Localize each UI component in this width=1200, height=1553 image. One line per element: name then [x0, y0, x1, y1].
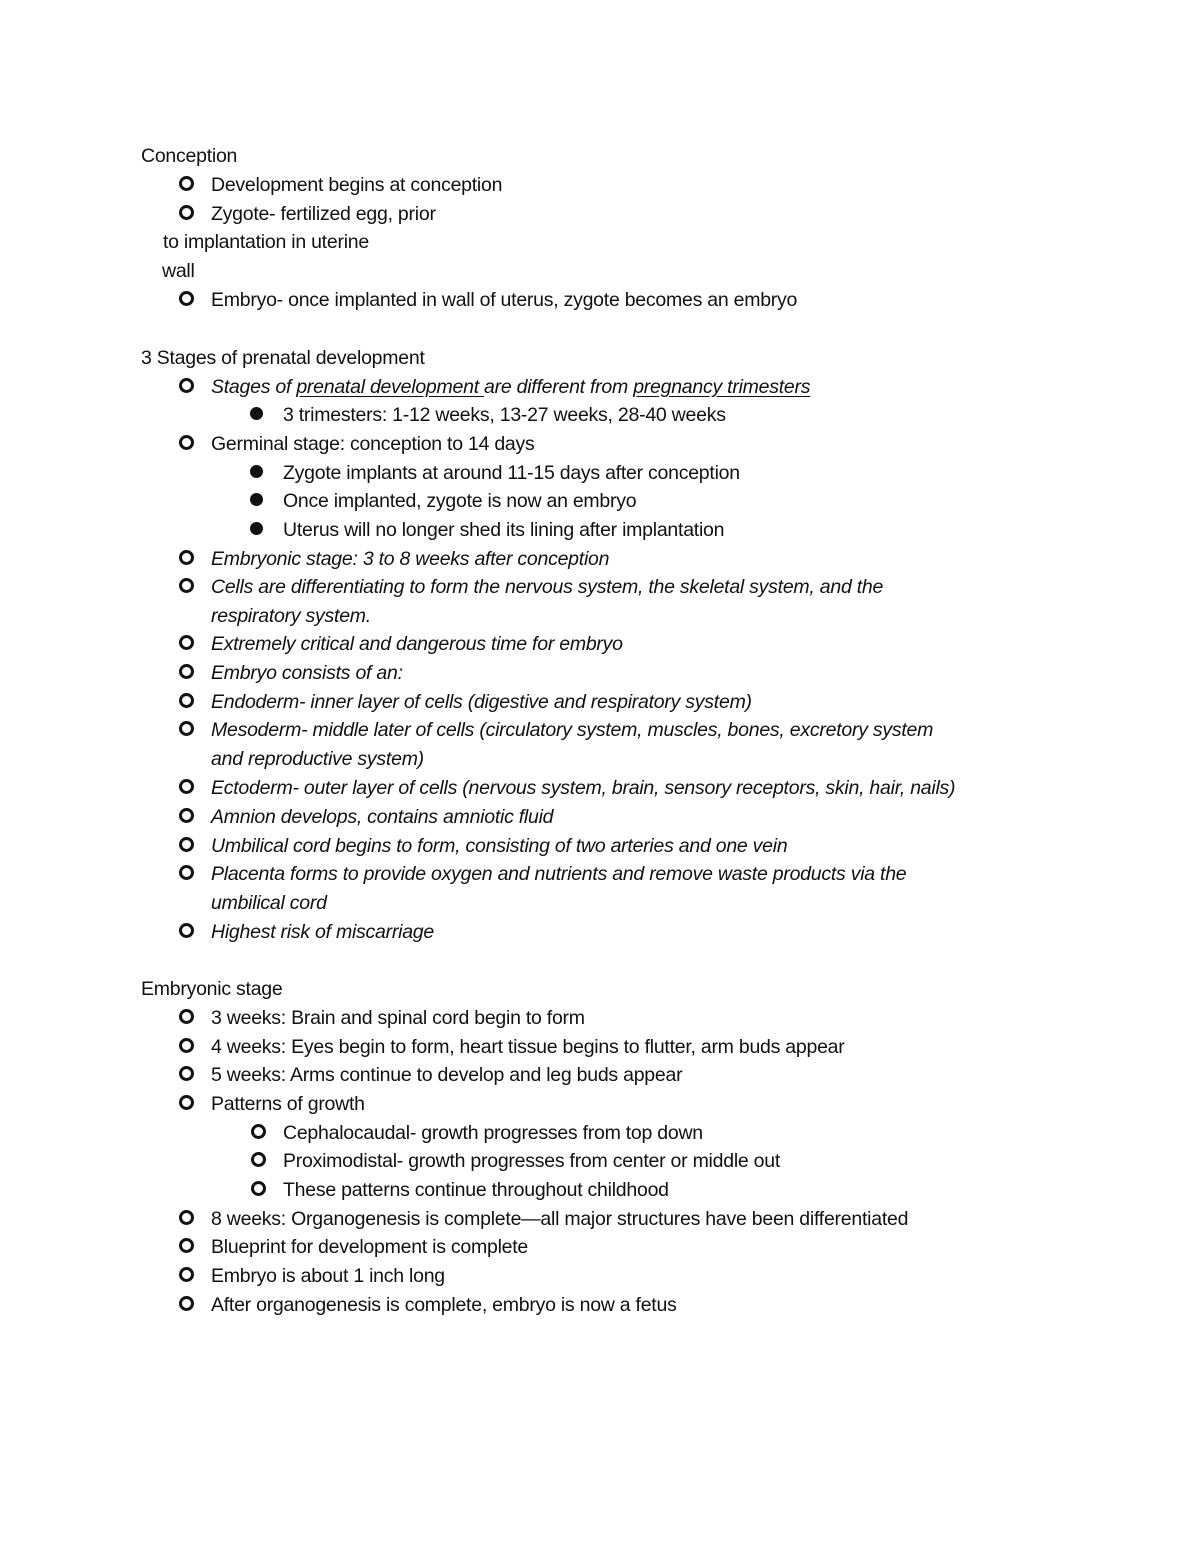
section-heading-stages: 3 Stages of prenatal development	[141, 347, 425, 369]
section-heading-embryonic: Embryonic stage	[141, 978, 283, 1000]
list-item: Patterns of growth	[211, 1093, 365, 1115]
hollow-bullet-icon	[179, 635, 194, 650]
list-item-continuation: respiratory system.	[211, 605, 371, 627]
filled-bullet-icon	[250, 465, 263, 478]
hollow-bullet-icon	[179, 837, 194, 852]
list-item-continuation: to implantation in uterine	[163, 231, 369, 253]
hollow-bullet-icon	[179, 1095, 194, 1110]
list-item	[211, 373, 810, 402]
hollow-bullet-icon	[179, 1267, 194, 1282]
list-item-continuation: wall	[162, 260, 195, 282]
hollow-bullet-icon	[179, 1238, 194, 1253]
section-heading-conception: Conception	[141, 145, 238, 167]
sub-list-item: Cephalocaudal- growth progresses from top down	[283, 1122, 703, 1144]
hollow-bullet-icon	[179, 1038, 194, 1053]
hollow-bullet-icon	[251, 1181, 266, 1196]
sub-list-item: Proximodistal- growth progresses from center or middle out	[283, 1150, 781, 1172]
list-item-continuation: and reproductive system)	[211, 748, 424, 770]
hollow-bullet-icon	[179, 550, 194, 565]
sub-list-item: Zygote implants at around 11-15 days after conception	[283, 462, 740, 484]
sub-list-item: 3 trimesters: 1-12 weeks, 13-27 weeks, 28-40 weeks	[283, 404, 726, 426]
text-span: are different from	[484, 376, 634, 398]
sub-list-item: These patterns continue throughout childhood	[283, 1179, 669, 1201]
sub-list-item: Once implanted, zygote is now an embryo	[283, 490, 637, 512]
list-item: 3 weeks: Brain and spinal cord begin to form	[211, 1007, 585, 1029]
list-item: Ectoderm- outer layer of cells (nervous system, brain, sensory receptors, skin, hair, nails)	[211, 777, 956, 799]
hollow-bullet-icon	[179, 1296, 194, 1311]
hollow-bullet-icon	[251, 1124, 266, 1139]
list-item: Highest risk of miscarriage	[211, 921, 434, 943]
filled-bullet-icon	[250, 493, 263, 506]
list-item: 4 weeks: Eyes begin to form, heart tissue begins to flutter, arm buds appear	[211, 1036, 845, 1058]
list-item: After organogenesis is complete, embryo is now a fetus	[211, 1294, 677, 1316]
list-item: Embryonic stage: 3 to 8 weeks after conception	[211, 548, 610, 570]
sub-list-item: Uterus will no longer shed its lining after implantation	[283, 519, 725, 541]
hollow-bullet-icon	[179, 291, 194, 306]
list-item: Embryo consists of an:	[211, 662, 403, 684]
list-item: Cells are differentiating to form the nervous system, the skeletal system, and the	[211, 576, 884, 598]
hollow-bullet-icon	[179, 865, 194, 880]
hollow-bullet-icon	[179, 435, 194, 450]
hollow-bullet-icon	[179, 1210, 194, 1225]
hollow-bullet-icon	[179, 808, 194, 823]
list-item: Embryo- once implanted in wall of uterus, zygote becomes an embryo	[211, 289, 798, 311]
list-item: Amnion develops, contains amniotic fluid	[211, 806, 554, 828]
list-item-continuation: umbilical cord	[211, 892, 327, 914]
hollow-bullet-icon	[179, 923, 194, 938]
hollow-bullet-icon	[179, 578, 194, 593]
list-item: Germinal stage: conception to 14 days	[211, 433, 535, 455]
list-item: Placenta forms to provide oxygen and nutrients and remove waste products via the	[211, 863, 907, 885]
text-span: Stages of	[211, 376, 297, 398]
hollow-bullet-icon	[179, 1066, 194, 1081]
hollow-bullet-icon	[179, 205, 194, 220]
underlined-text: prenatal development	[296, 376, 485, 398]
hollow-bullet-icon	[179, 693, 194, 708]
hollow-bullet-icon	[179, 378, 194, 393]
hollow-bullet-icon	[179, 176, 194, 191]
list-item: Zygote- fertilized egg, prior	[211, 203, 436, 225]
list-item: Umbilical cord begins to form, consisting of two arteries and one vein	[211, 835, 788, 857]
filled-bullet-icon	[250, 407, 263, 420]
list-item: Mesoderm- middle later of cells (circulatory system, muscles, bones, excretory system	[211, 719, 934, 741]
list-item: Development begins at conception	[211, 174, 503, 196]
list-item: 8 weeks: Organogenesis is complete—all major structures have been differentiated	[211, 1208, 909, 1230]
underlined-text: pregnancy trimesters	[633, 376, 811, 398]
list-item: Endoderm- inner layer of cells (digestive and respiratory system)	[211, 691, 752, 713]
list-item: 5 weeks: Arms continue to develop and leg buds appear	[211, 1064, 683, 1086]
hollow-bullet-icon	[179, 779, 194, 794]
hollow-bullet-icon	[179, 664, 194, 679]
hollow-bullet-icon	[179, 1009, 194, 1024]
hollow-bullet-icon	[251, 1152, 266, 1167]
hollow-bullet-icon	[179, 721, 194, 736]
list-item: Extremely critical and dangerous time for embryo	[211, 633, 623, 655]
list-item: Embryo is about 1 inch long	[211, 1265, 445, 1287]
list-item: Blueprint for development is complete	[211, 1236, 529, 1258]
filled-bullet-icon	[250, 522, 263, 535]
